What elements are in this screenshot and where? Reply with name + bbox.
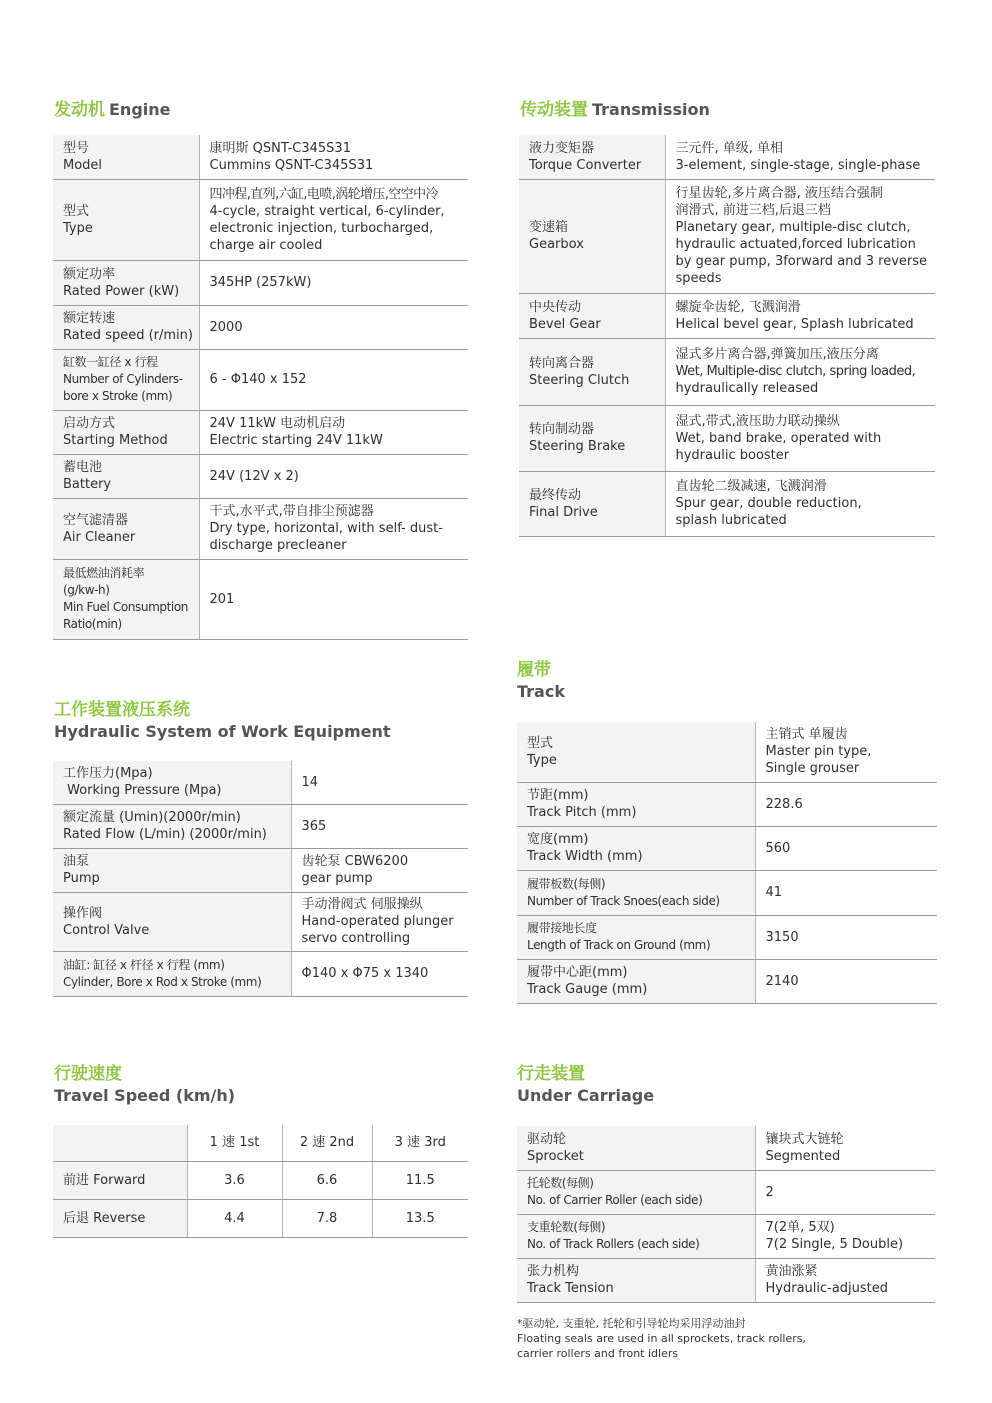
row-label: 转向制动器 Steering Brake [519, 405, 665, 471]
row-value: Φ140 x Φ75 x 1340 [291, 951, 468, 996]
row-label: 型式 Type [517, 722, 755, 782]
row-value: 365 [291, 804, 468, 848]
engine-title-cn: 发动机 [54, 100, 105, 120]
table-row [53, 1161, 468, 1199]
table-row [53, 892, 468, 951]
hydraulic-title-cn: 工作装置液压系统 [54, 700, 190, 720]
undercarriage-title-en: Under Carriage [517, 1086, 655, 1105]
row-value: 手动滑阀式 伺服操纵 Hand-operated plunger servo controlling [291, 892, 468, 951]
speed-value: 3.6 [187, 1161, 282, 1199]
row-value: 228.6 [755, 782, 937, 826]
row-value: 7(2单, 5双) 7(2 Single, 5 Double) [755, 1214, 935, 1258]
row-label: 额定转速 Rated speed (r/min) [53, 305, 199, 349]
row-label: 额定功率 Rated Power (kW) [53, 260, 199, 305]
table-row [519, 405, 935, 471]
row-value: 黄油涨紧 Hydraulic-adjusted [755, 1258, 935, 1302]
table-row [519, 338, 935, 405]
row-label: 空气滤清器 Air Cleaner [53, 498, 199, 559]
row-value: 主销式 单履齿 Master pin type, Single grouser [755, 722, 937, 782]
row-label: 支重轮数(每侧) No. of Track Rollers (each side) [517, 1214, 755, 1258]
table-row [519, 135, 935, 179]
row-label: 中央传动 Bevel Gear [519, 293, 665, 338]
speed-heading [54, 1063, 235, 1107]
track-table [517, 722, 937, 1004]
undercarriage-title-cn: 行走装置 [517, 1064, 585, 1084]
transmission-table [519, 135, 935, 537]
speed-value: 6.6 [282, 1161, 372, 1199]
undercarriage-note: *驱动轮, 支重轮, 托轮和引导轮均采用浮动油封 Floating seals are used in all sprockets, track rollers, carrier rollers and front idlers [517, 1317, 806, 1360]
transmission-title-cn: 传动装置 [520, 100, 588, 120]
table-row [519, 471, 935, 536]
row-label: 油泵 Pump [53, 848, 291, 892]
table-row [517, 870, 937, 915]
track-title-en: Track [517, 682, 565, 701]
undercarriage-heading [517, 1063, 654, 1107]
row-value: 四冲程,直列,六缸,电喷,涡轮增压,空空中冷 4-cycle, straight vertical, 6-cylinder, electronic injection, turbocharged, charge air cooled [199, 179, 468, 260]
track-title-cn: 履带 [517, 660, 551, 680]
row-value: 镶块式大链轮 Segmented [755, 1126, 935, 1170]
speed-table [53, 1125, 468, 1238]
row-value: 干式,水平式,带自排尘预滤器 Dry type, horizontal, with self- dust- discharge precleaner [199, 498, 468, 559]
row-label: 驱动轮 Sprocket [517, 1126, 755, 1170]
table-row [53, 761, 468, 804]
row-label: 履带中心距(mm) Track Gauge (mm) [517, 959, 755, 1003]
table-row [53, 135, 468, 179]
table-row [53, 804, 468, 848]
row-label: 张力机构 Track Tension [517, 1258, 755, 1302]
table-row [517, 1258, 935, 1302]
row-label: 宽度(mm) Track Width (mm) [517, 826, 755, 870]
row-value: 24V (12V x 2) [199, 454, 468, 498]
row-label: 履带板数(每侧) Number of Track Snoes(each side) [517, 870, 755, 915]
table-row [517, 722, 937, 782]
row-value: 2000 [199, 305, 468, 349]
transmission-title-en: Transmission [592, 100, 710, 119]
hydraulic-title-en: Hydraulic System of Work Equipment [54, 722, 391, 741]
table-row [53, 559, 468, 639]
row-label: 操作阀 Control Valve [53, 892, 291, 951]
row-value: 24V 11kW 电动机启动 Electric starting 24V 11kW [199, 410, 468, 454]
table-row [517, 826, 937, 870]
hydraulic-table [53, 761, 468, 997]
header-corner [53, 1125, 187, 1161]
row-label: 履带接地长度 Length of Track on Ground (mm) [517, 915, 755, 959]
row-label: 启动方式 Starting Method [53, 410, 199, 454]
row-value: 41 [755, 870, 937, 915]
table-row [53, 179, 468, 260]
undercarriage-table [517, 1126, 935, 1303]
table-row [53, 349, 468, 410]
hydraulic-heading [54, 699, 391, 743]
row-label: 转向离合器 Steering Clutch [519, 338, 665, 405]
row-label: 最低燃油消耗率 (g/kw-h) Min Fuel Consumption Ratio(min) [53, 559, 199, 639]
row-value: 201 [199, 559, 468, 639]
row-label: 前进 Forward [53, 1161, 187, 1199]
engine-table [53, 135, 468, 640]
row-value: 行星齿轮,多片离合器, 液压结合强制 润滑式, 前进三档,后退三档 Planetary gear, multiple-disc clutch, hydraulic actuated,forced lubrication by gear pump, 3forward and 3 reverse speeds [665, 179, 935, 293]
row-value: 直齿轮二级减速, 飞溅润滑 Spur gear, double reduction, splash lubricated [665, 471, 935, 536]
table-row [53, 1199, 468, 1237]
header-cell: 3 速 3rd [372, 1125, 468, 1161]
row-label: 节距(mm) Track Pitch (mm) [517, 782, 755, 826]
header-cell: 2 速 2nd [282, 1125, 372, 1161]
track-heading [517, 659, 565, 703]
table-row [517, 915, 937, 959]
table-row [53, 951, 468, 996]
row-label: 后退 Reverse [53, 1199, 187, 1237]
row-label: 最终传动 Final Drive [519, 471, 665, 536]
row-value: 康明斯 QSNT-C345S31 Cummins QSNT-C345S31 [199, 135, 468, 179]
table-row [519, 293, 935, 338]
table-row [517, 1126, 935, 1170]
table-row [53, 260, 468, 305]
row-value: 2140 [755, 959, 937, 1003]
row-label: 变速箱 Gearbox [519, 179, 665, 293]
row-label: 工作压力(Mpa) Working Pressure (Mpa) [53, 761, 291, 804]
table-row [517, 1170, 935, 1214]
speed-title-cn: 行驶速度 [54, 1064, 122, 1084]
speed-value: 11.5 [372, 1161, 468, 1199]
row-value: 湿式,带式,液压助力联动操纵 Wet, band brake, operated with hydraulic booster [665, 405, 935, 471]
table-row [53, 498, 468, 559]
row-value: 345HP (257kW) [199, 260, 468, 305]
table-row [53, 410, 468, 454]
engine-heading [54, 99, 171, 121]
row-value: 6 - Φ140 x 152 [199, 349, 468, 410]
row-value: 三元件, 单级, 单相 3-element, single-stage, single-phase [665, 135, 935, 179]
row-value: 湿式多片离合器,弹簧加压,液压分离 Wet, Multiple-disc clutch, spring loaded, hydraulically released [665, 338, 935, 405]
table-row [53, 305, 468, 349]
table-row [517, 782, 937, 826]
speed-value: 7.8 [282, 1199, 372, 1237]
row-label: 型号 Model [53, 135, 199, 179]
table-header-row [53, 1125, 468, 1161]
row-value: 2 [755, 1170, 935, 1214]
table-row [53, 848, 468, 892]
transmission-heading [520, 99, 710, 121]
speed-value: 4.4 [187, 1199, 282, 1237]
table-row [519, 179, 935, 293]
speed-value: 13.5 [372, 1199, 468, 1237]
header-cell: 1 速 1st [187, 1125, 282, 1161]
row-label: 托轮数(每侧) No. of Carrier Roller (each side) [517, 1170, 755, 1214]
row-label: 缸数一缸径 x 行程 Number of Cylinders- bore x Stroke (mm) [53, 349, 199, 410]
speed-title-en: Travel Speed (km/h) [54, 1086, 236, 1105]
row-label: 蓄电池 Battery [53, 454, 199, 498]
table-row [53, 454, 468, 498]
row-value: 螺旋伞齿轮, 飞溅润滑 Helical bevel gear, Splash lubricated [665, 293, 935, 338]
row-label: 油缸: 缸径 x 杆径 x 行程 (mm) Cylinder, Bore x Rod x Stroke (mm) [53, 951, 291, 996]
engine-title-en: Engine [109, 100, 171, 119]
row-label: 型式 Type [53, 179, 199, 260]
row-value: 3150 [755, 915, 937, 959]
row-value: 齿轮泵 CBW6200 gear pump [291, 848, 468, 892]
row-label: 额定流量 (Umin)(2000r/min) Rated Flow (L/min) (2000r/min) [53, 804, 291, 848]
row-value: 14 [291, 761, 468, 804]
row-value: 560 [755, 826, 937, 870]
table-row [517, 959, 937, 1003]
row-label: 液力变矩器 Torque Converter [519, 135, 665, 179]
table-row [517, 1214, 935, 1258]
